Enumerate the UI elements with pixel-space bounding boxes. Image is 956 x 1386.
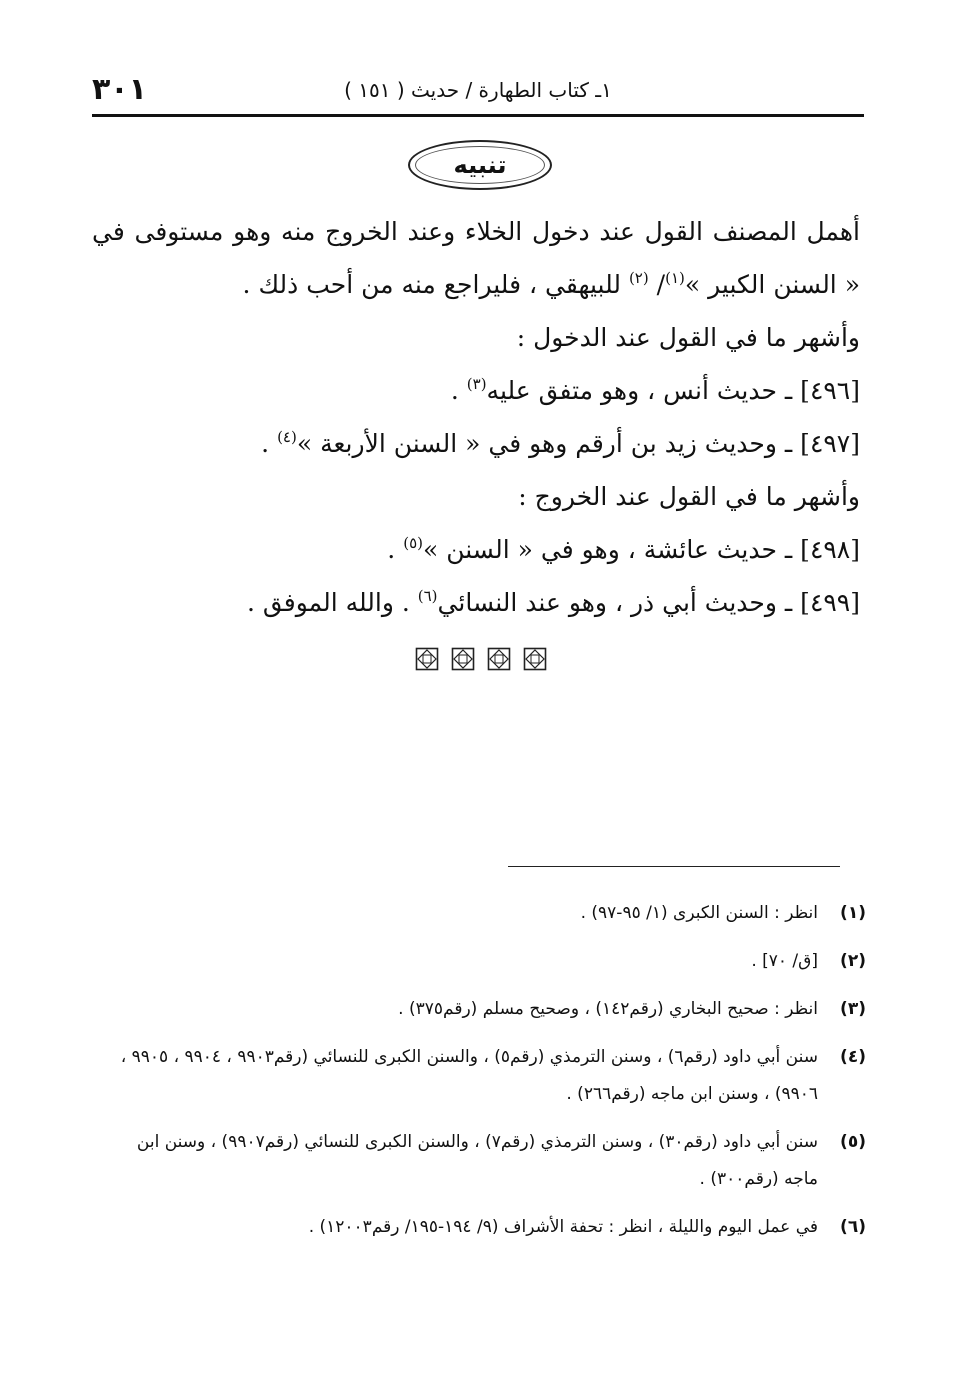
hadith-text: [٤٩٨] ـ حديث عائشة ، وهو في « السنن » <box>422 535 860 564</box>
exit-heading-text: وأشهر ما في القول عند الخروج : <box>518 482 860 511</box>
paragraph-text: أهمل المصنف القول عند دخول الخلاء وعند الخروج منه وهو مستوفى في <box>92 217 860 246</box>
footnote-4 <box>100 1039 866 1113</box>
footnote-text: سنن أبي داود (رقم٣٠) ، وسنن الترمذي (رقم٧) ، والسنن الكبرى للنسائي (رقم٩٩٠٧) ، وسنن ابن ماجه (رقم٣٠٠) . <box>136 1132 818 1189</box>
header-rule <box>92 114 864 117</box>
footnote-text: سنن أبي داود (رقم٦) ، وسنن الترمذي (رقم٥) ، والسنن الكبرى للنسائي (رقم٩٩٠٣ ، ٩٩٠٤ ، ٩٩٠٥ ، ٩٩٠٦) ، وسنن ابن ماجه (رقم٢٦٦) . <box>120 1047 818 1104</box>
hadith-text: [٤٩٦] ـ حديث أنس ، وهو متفق عليه <box>486 376 860 405</box>
hadith-item-499 <box>92 576 860 629</box>
header-title: ١ـ كتاب الطهارة / حديث ( ١٥١ ) <box>344 78 612 102</box>
footnote-text: انظر : صحيح البخاري (رقم١٤٢) ، وصحيح مسلم (رقم٣٧٥) . <box>398 999 818 1019</box>
paragraph-line <box>92 258 860 311</box>
footnote-separator <box>508 866 840 867</box>
paragraph-text: للبيهقي ، فليراجع منه من أحب ذلك . <box>242 270 629 299</box>
footnotes <box>100 895 866 1257</box>
separator: / <box>648 270 666 299</box>
ornament-icon <box>487 647 511 671</box>
hadith-item-497 <box>92 417 860 470</box>
footnote-number: (٣) <box>840 999 866 1019</box>
running-header <box>92 70 864 110</box>
ornament-icon <box>523 647 547 671</box>
footnote-ref[interactable]: (٥) <box>403 534 423 552</box>
footnote-number: (١) <box>840 903 866 923</box>
entry-heading-text: وأشهر ما في القول عند الدخول : <box>516 323 860 352</box>
footnote-2 <box>100 943 866 980</box>
footnote-5 <box>100 1124 866 1198</box>
footnote-ref[interactable]: (١) <box>665 269 685 287</box>
entry-heading <box>92 311 860 364</box>
main-text <box>92 205 860 629</box>
section-ornament <box>406 644 556 674</box>
footnote-1 <box>100 895 866 932</box>
paragraph-text: « السنن الكبير » <box>684 270 860 299</box>
footnote-number: (٥) <box>840 1132 866 1152</box>
hadith-item-496 <box>92 364 860 417</box>
hadith-end: . <box>261 429 278 458</box>
exit-heading <box>92 470 860 523</box>
footnote-6 <box>100 1209 866 1246</box>
footnote-ref[interactable]: (٢) <box>628 269 649 287</box>
paragraph-line <box>92 205 860 258</box>
footnote-ref[interactable]: (٦) <box>417 587 438 605</box>
section-badge-label: تنبيه <box>453 151 507 179</box>
ornament-icon <box>451 647 475 671</box>
footnote-text: انظر : السنن الكبرى (١/ ٩٥-٩٧) . <box>580 903 818 923</box>
footnote-3 <box>100 991 866 1028</box>
footnote-ref[interactable]: (٣) <box>466 375 487 393</box>
footnote-text: في عمل اليوم والليلة ، انظر : تحفة الأشراف (٩/ ١٩٤-١٩٥/ رقم١٢٠٠٣) . <box>308 1217 818 1237</box>
hadith-item-498 <box>92 523 860 576</box>
hadith-end: . <box>450 376 467 405</box>
footnote-text: [ق/ ٧٠] . <box>751 951 818 971</box>
footnote-number: (٦) <box>840 1217 866 1237</box>
hadith-end: . والله الموفق . <box>247 588 418 617</box>
hadith-end: . <box>387 535 404 564</box>
footnote-ref[interactable]: (٤) <box>277 428 297 446</box>
footnote-number: (٢) <box>840 951 866 971</box>
footnote-number: (٤) <box>840 1047 866 1067</box>
section-badge <box>408 140 552 190</box>
hadith-text: [٤٩٧] ـ وحديث زيد بن أرقم وهو في « السنن الأربعة » <box>296 429 860 458</box>
hadith-text: [٤٩٩] ـ وحديث أبي ذر ، وهو عند النسائي <box>437 588 860 617</box>
page-number: ٣٠١ <box>92 72 147 107</box>
ornament-icon <box>415 647 439 671</box>
